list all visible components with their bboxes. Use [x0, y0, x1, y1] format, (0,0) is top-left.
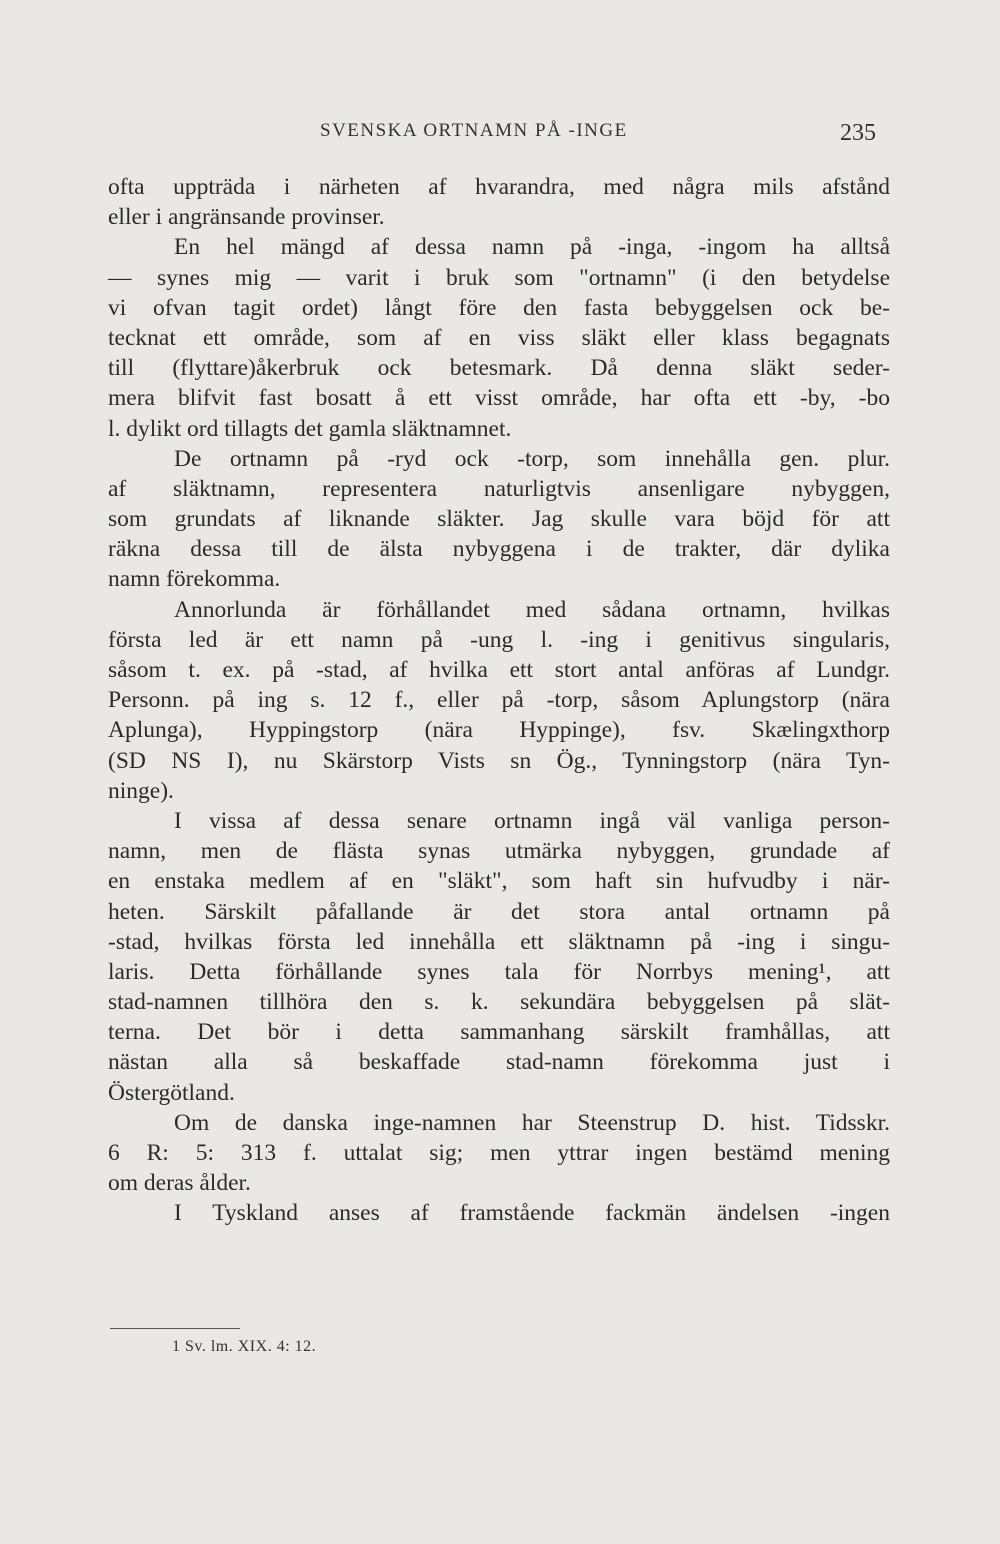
text-line: De ortnamn på -ryd ock -torp, som innehålla gen. plur.: [174, 445, 890, 472]
text-line: Annorlunda är förhållandet med sådana ortnamn, hvilkas: [174, 596, 890, 623]
text-line: Om de danska inge-namnen har Steenstrup D. hist. Tidsskr.: [174, 1109, 890, 1136]
page-number: 235: [840, 120, 876, 146]
text-line: räkna dessa till de älsta nybyggena i de trakter, där dylika: [108, 536, 890, 563]
footnote: 1 Sv. lm. XIX. 4: 12.: [172, 1338, 317, 1355]
text-line: såsom t. ex. på -stad, af hvilka ett stort antal anföras af Lundgr.: [108, 657, 890, 683]
text-line: nästan alla så beskaffade stad-namn förekomma just i: [108, 1049, 890, 1076]
text-line: Östergötland.: [108, 1079, 235, 1106]
text-line: ofta uppträda i närheten af hvarandra, med några mils afstånd: [108, 174, 890, 200]
text-line: — synes mig — varit i bruk som "ortnamn" (i den betydelse: [108, 264, 890, 291]
text-line: ninge).: [108, 777, 174, 804]
body-text: [108, 172, 890, 1229]
footnote-rule: [110, 1328, 240, 1329]
text-line: terna. Det bör i detta sammanhang särskilt framhållas, att: [108, 1019, 890, 1046]
text-line: -stad, hvilkas första led innehålla ett släktnamn på -ing i singu-: [108, 928, 890, 955]
text-line: af släktnamn, representera naturligtvis ansenligare nybyggen,: [108, 475, 890, 502]
text-line: 6 R: 5: 313 f. uttalat sig; men yttrar ingen bestämd mening: [108, 1140, 890, 1166]
text-line: laris. Detta förhållande synes tala för Norrbys mening¹, att: [108, 958, 890, 985]
text-line: som grundats af liknande släkter. Jag skulle vara böjd för att: [108, 506, 890, 533]
text-line: första led är ett namn på -ung l. -ing i genitivus singularis,: [108, 626, 890, 653]
text-line: till (flyttare)åkerbruk ock betesmark. Då denna släkt seder-: [108, 355, 890, 382]
text-line: En hel mängd af dessa namn på -inga, -ingom ha alltså: [174, 234, 890, 261]
text-line: Personn. på ing s. 12 f., eller på -torp, såsom Aplungstorp (nära: [108, 687, 890, 714]
text-line: I Tyskland anses af framstående fackmän ändelsen -ingen: [174, 1200, 890, 1227]
text-line: heten. Särskilt påfallande är det stora antal ortnamn på: [108, 898, 890, 925]
text-line: eller i angränsande provinser.: [108, 204, 385, 231]
text-line: vi ofvan tagit ordet) långt före den fasta bebyggelsen ock be-: [108, 294, 890, 321]
text-line: (SD NS I), nu Skärstorp Vists sn Ög., Tynningstorp (nära Tyn-: [108, 747, 890, 774]
text-line: en enstaka medlem af en "släkt", som haft sin hufvudby i när-: [108, 868, 890, 895]
text-line: mera blifvit fast bosatt å ett visst område, har ofta ett -by, -bo: [108, 385, 890, 412]
text-line: namn förekomma.: [108, 566, 281, 593]
text-line: namn, men de flästa synas utmärka nybyggen, grundade af: [108, 838, 890, 865]
text-line: I vissa af dessa senare ortnamn ingå väl vanliga person-: [174, 807, 890, 834]
running-head: SVENSKA ORTNAMN PÅ -INGE: [320, 120, 628, 141]
text-line: Aplunga), Hyppingstorp (nära Hyppinge), fsv. Skælingxthorp: [108, 717, 890, 744]
text-line: tecknat ett område, som af en viss släkt eller klass begagnats: [108, 324, 890, 351]
text-line: om deras ålder.: [108, 1170, 251, 1197]
text-line: stad-namnen tillhöra den s. k. sekundära bebyggelsen på slät-: [108, 989, 890, 1016]
text-line: l. dylikt ord tillagts det gamla släktnamnet.: [108, 415, 512, 442]
